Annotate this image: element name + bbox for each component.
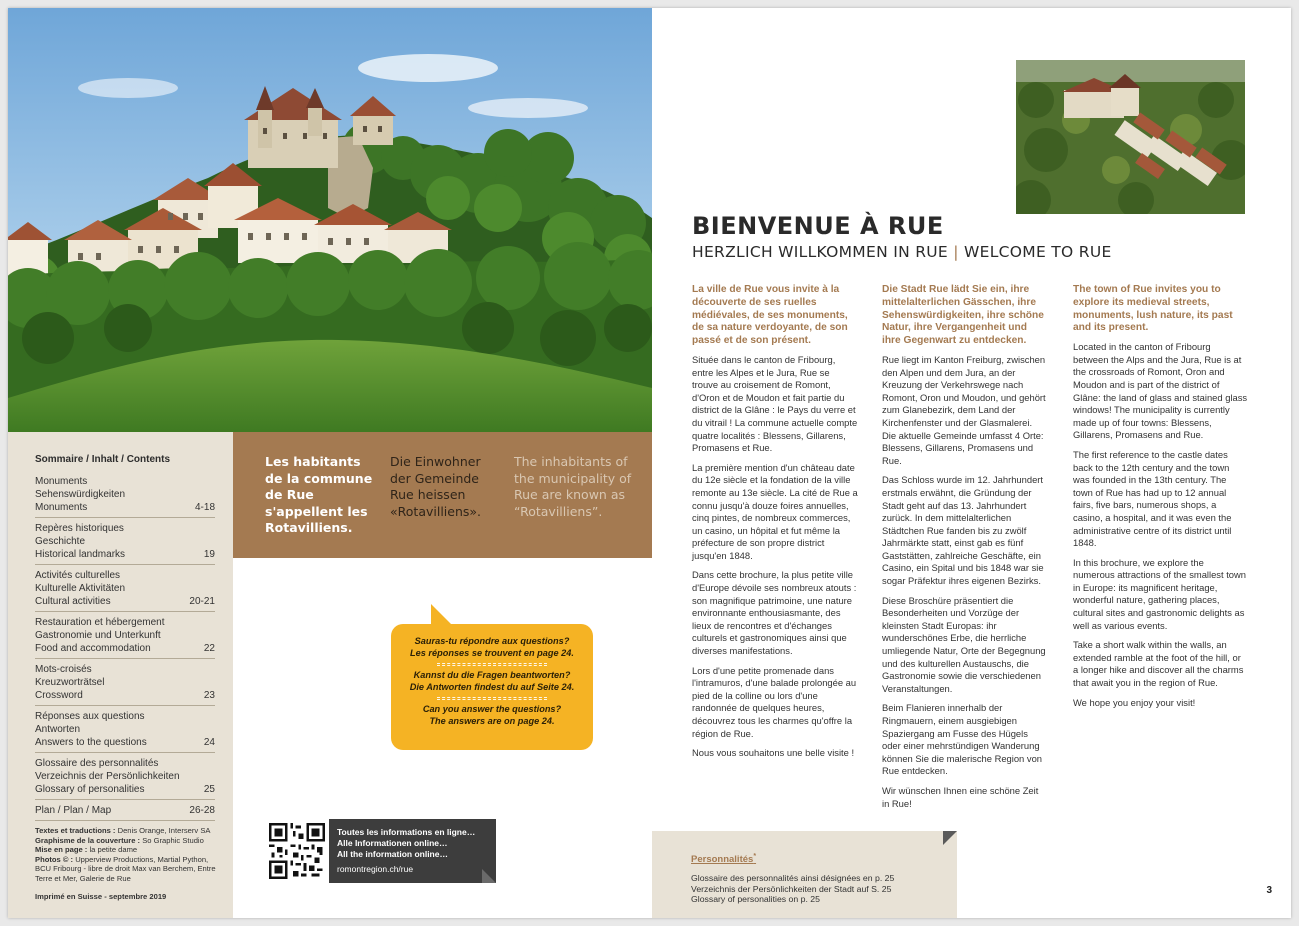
toc-entry-de: Sehenswürdigkeiten bbox=[35, 489, 126, 500]
paragraph: Située dans le canton de Fribourg, entre les Alpes et le Jura, Rue se trouve au croisement de Romont, d'Oron et de Moudon et fait partie du district de la Glâne : le Pays du verre et du vitrail ! La commune actuelle compte quatre localités : Blessens, Gillarens, Promasens et Rue. bbox=[692, 353, 858, 454]
online-info-de: Alle Informationen online… bbox=[337, 838, 448, 848]
subtitle-separator: | bbox=[953, 243, 959, 261]
paragraph: Lors d'une petite promenade dans l'intramuros, d'une balade prolongée au pied de la colline ou lors d'une randonnée de quelques heures, découvrez tous les charmes qu'offre la région de Rue. bbox=[692, 664, 857, 739]
toc-entry-en: Monuments bbox=[35, 502, 88, 513]
brochure-spread bbox=[8, 8, 1291, 918]
page-fold-corner bbox=[943, 831, 957, 845]
table-of-contents bbox=[8, 432, 233, 918]
credit-label: Graphisme de la couverture : bbox=[35, 835, 141, 845]
online-info-text bbox=[337, 827, 475, 875]
paragraph: We hope you enjoy your visit! bbox=[1073, 696, 1196, 708]
paragraph: In this brochure, we explore the numerous attractions of the smallest town in Europe: its magnificent heritage, wonderful nature, gathering places, cultural sites and gastronomic delights as well as various events. bbox=[1073, 556, 1246, 631]
inhabitants-en: The inhabitants of the municipality of Rue are known as “Rotavilliens”. bbox=[514, 454, 632, 519]
toc-entry-en: Crossword bbox=[35, 690, 83, 701]
toc-entry-en: Glossary of personalities bbox=[35, 784, 145, 795]
website-link[interactable]: romontregion.ch/rue bbox=[337, 864, 414, 874]
toc-entry-fr: Réponses aux questions bbox=[35, 711, 145, 722]
paragraph: Das Schloss wurde im 12. Jahrhundert erstmals erwähnt, die Gründung der Stadt geht auf das 13. Jahrhundert zurück. In dem mittelalterlichen Städtchen Rue fanden bis zu zwölf Jahrmärkte statt, einst gab es fünf Gaststätten, zahlreiche Geschäfte, ein Casino, ein Spital und bis 1848 war sie sogar Präfektur ihres eigenen Bezirks. bbox=[882, 474, 1044, 587]
toc-entry-de: Kulturelle Aktivitäten bbox=[35, 583, 126, 594]
paragraph: Dans cette brochure, la plus petite ville d'Europe dévoile ses nombreux atouts : son magnifique patrimoine, une nature environnante enthousiasmante, des lieux de rencontres et d'échanges culturels et gastronomiques ainsi que diverses manifestations. bbox=[692, 569, 857, 657]
toc-entry-monuments[interactable] bbox=[35, 471, 215, 518]
paragraph: Wir wünschen Ihnen eine schöne Zeit in Rue! bbox=[882, 784, 1039, 809]
personalities-de: Verzeichnis der Persönlichkeiten der Stadt auf S. 25 bbox=[691, 883, 892, 894]
toc-entry-de: Gastronomie und Unterkunft bbox=[35, 630, 161, 641]
toc-page-number: 19 bbox=[203, 549, 215, 560]
inhabitants-de: Die Einwohner der Gemeinde Rue heissen «Rotavilliens». bbox=[390, 454, 482, 519]
toc-entry-fr: Restauration et hébergement bbox=[35, 617, 165, 628]
toc-page-number: 20-21 bbox=[189, 596, 215, 607]
article-column-fr bbox=[692, 284, 858, 767]
toc-entry-answers[interactable] bbox=[35, 706, 215, 753]
toc-entry-cultural-activities[interactable] bbox=[35, 565, 215, 612]
credit-label: Textes et traductions : bbox=[35, 826, 116, 835]
lead-paragraph: The town of Rue invites you to explore its medieval streets, monuments, lush nature, its past and its present. bbox=[1073, 284, 1233, 334]
toc-entry-en: Cultural activities bbox=[35, 596, 111, 607]
toc-entry-de: Kreuzworträtsel bbox=[35, 677, 105, 688]
article-column-en bbox=[1073, 284, 1248, 716]
toc-entry-historical-landmarks[interactable] bbox=[35, 518, 215, 565]
paragraph: Take a short walk within the walls, an extended ramble at the foot of the hill, or a longer hike and discover all the charms that await you in the region of Rue. bbox=[1073, 639, 1244, 689]
page-subtitle bbox=[692, 243, 1112, 261]
aerial-photo-rue bbox=[1016, 60, 1245, 214]
paragraph: The first reference to the castle dates back to the 12th century and the town was founded in the 13th century. The town of Rue has had up to 12 annual fairs, five bars, numerous shops, a casino, a hospital, and it was even the administrative centre of its district until 1848. bbox=[1073, 448, 1232, 549]
personalities-title-text: Personnalités bbox=[691, 854, 754, 866]
quiz-question-fr: Sauras-tu répondre aux questions? bbox=[414, 636, 570, 646]
online-info-fr: Toutes les informations en ligne… bbox=[337, 827, 476, 837]
toc-entry-de: Verzeichnis der Persönlichkeiten bbox=[35, 771, 180, 782]
inhabitants-band bbox=[233, 432, 652, 558]
toc-entry-label: Plan / Plan / Map bbox=[35, 805, 112, 816]
article-column-de bbox=[882, 284, 1048, 817]
inhabitants-fr: Les habitants de la commune de Rue s'appellent les Rotavilliens. bbox=[265, 454, 373, 535]
left-page bbox=[8, 8, 652, 918]
paragraph: La première mention d'un château date du 12e siècle et la fondation de la ville remonte au 13e siècle. La cité de Rue a connu jusqu'à douze foires annuelles, cinq pintes, de nombreux commerces, un casino, un hôpital et fut même la préfecture de son propre district jusqu'en 1848. bbox=[692, 461, 858, 561]
toc-entry-de: Antworten bbox=[35, 724, 81, 735]
asterisk-mark: * bbox=[753, 853, 757, 860]
personalities-note bbox=[652, 831, 957, 918]
quiz-question-en: Can you answer the questions? bbox=[422, 704, 562, 714]
qr-code-icon[interactable] bbox=[265, 819, 329, 883]
page-title: BIENVENUE À RUE bbox=[692, 212, 944, 240]
toc-page-number: 24 bbox=[203, 737, 215, 748]
lead-paragraph: Die Stadt Rue lädt Sie ein, ihre mittelalterlichen Gässchen, ihre Sehenswürdigkeiten, ihre schöne Natur, ihre Vergangenheit und ihre Gegenwart zu entdecken. bbox=[882, 284, 1044, 347]
toc-title: Sommaire / Inhalt / Contents bbox=[35, 454, 171, 465]
bubble-divider bbox=[437, 697, 547, 700]
paragraph: Located in the canton of Fribourg between the Alps and the Jura, Rue is at the crossroads of Romont, Oron and Moudon and is part of the district of Glâne: the land of glass and stained glass windows! The municipality is currently made up of four towns: Blessens, Gillarens, Promasens and Rue. bbox=[1073, 341, 1248, 441]
quiz-answer-en: The answers are on page 24. bbox=[429, 715, 555, 726]
credits bbox=[35, 826, 225, 901]
toc-page-number: 25 bbox=[203, 784, 215, 795]
paragraph: Beim Flanieren innerhalb der Ringmauern, einem ausgiebigen Spaziergang am Fusse des Hügels oder einer mehrstündigen Wanderung können Sie die malerische Region von Rue entdecken. bbox=[882, 702, 1042, 777]
toc-entry-en: Historical landmarks bbox=[35, 549, 126, 560]
paragraph: Rue liegt im Kanton Freiburg, zwischen den Alpen und dem Jura, an der Kreuzung der Verkehrswege nach Romont, Oron und Moudon, und gehört zum Glanebezirk, dem Land der Kirchenfenster und der Glasmalerei. Die aktuelle Gemeinde umfasst 4 Orte: Blessens, Gillarens, Promasens und Rue. bbox=[882, 353, 1046, 466]
credit-label: Mise en page : bbox=[35, 845, 88, 855]
personalities-fr: Glossaire des personnalités ainsi désignées en p. 25 bbox=[691, 873, 895, 884]
page-fold-corner bbox=[482, 869, 496, 883]
lead-paragraph: La ville de Rue vous invite à la découverte de ses ruelles médiévales, de ses monuments, de sa nature verdoyante, de son passé et de son présent. bbox=[692, 284, 848, 347]
online-info-en: All the information online… bbox=[337, 849, 448, 859]
toc-entry-food-accommodation[interactable] bbox=[35, 612, 215, 659]
quiz-question-de: Kannst du die Fragen beantworten? bbox=[413, 670, 571, 680]
credit-value: Denis Orange, Interserv SA bbox=[117, 826, 211, 835]
toc-entry-en: Food and accommodation bbox=[35, 643, 151, 654]
online-info-box[interactable] bbox=[265, 819, 496, 883]
toc-page-number: 26-28 bbox=[189, 805, 215, 816]
credit-value: So Graphic Studio bbox=[142, 835, 204, 845]
credit-value: Upperview Productions, Martial Python, BCU Fribourg - libre de droit Max van Berchem, Entre Terre et Mer, Galerie de Rue bbox=[35, 854, 216, 883]
toc-entry-fr: Activités culturelles bbox=[35, 570, 121, 581]
page-number: 3 bbox=[1266, 885, 1272, 896]
personalities-en: Glossary of personalities on p. 25 bbox=[691, 894, 820, 905]
toc-page-number: 22 bbox=[203, 643, 215, 654]
toc-entry-en: Answers to the questions bbox=[35, 737, 147, 748]
toc-page-number: 23 bbox=[203, 690, 215, 701]
quiz-answer-de: Die Antworten findest du auf Seite 24. bbox=[409, 681, 575, 692]
toc-entry-map[interactable] bbox=[35, 800, 215, 821]
credit-value: la petite dame bbox=[89, 845, 138, 855]
paragraph: Diese Broschüre präsentiert die Besonderheiten und Vorzüge der kleinsten Stadt Europas: ihr wunderschönes Erbe, die herrliche umliegende Natur, Orte der Begegnung und des kulturellen Austauschs, die Gastronomie sowie die verschiedenen Veranstaltungen. bbox=[882, 594, 1046, 694]
toc-entry-fr: Repères historiques bbox=[35, 523, 124, 534]
credit-label: Photos © : bbox=[35, 854, 74, 864]
toc-entry-fr: Glossaire des personnalités bbox=[35, 758, 159, 769]
toc-entry-glossary[interactable] bbox=[35, 753, 215, 800]
bubble-divider bbox=[437, 663, 547, 666]
personalities-title[interactable] bbox=[691, 853, 957, 865]
toc-page-number: 4-18 bbox=[194, 502, 215, 513]
toc-entry-fr: Monuments bbox=[35, 476, 88, 487]
right-page bbox=[652, 8, 1291, 918]
toc-entry-de: Geschichte bbox=[35, 536, 86, 547]
toc-entry-crossword[interactable] bbox=[35, 659, 215, 706]
quiz-answer-fr: Les réponses se trouvent en page 24. bbox=[410, 647, 574, 658]
subtitle-en: WELCOME TO RUE bbox=[964, 243, 1112, 261]
paragraph: Nous vous souhaitons une belle visite ! bbox=[692, 747, 855, 759]
toc-entry-fr: Mots-croisés bbox=[35, 664, 92, 675]
printed-note: Imprimé en Suisse - septembre 2019 bbox=[35, 891, 167, 901]
subtitle-de: HERZLICH WILLKOMMEN IN RUE bbox=[692, 243, 948, 261]
hero-photo-castle-of-rue bbox=[8, 8, 652, 432]
quiz-speech-bubble bbox=[391, 624, 593, 750]
